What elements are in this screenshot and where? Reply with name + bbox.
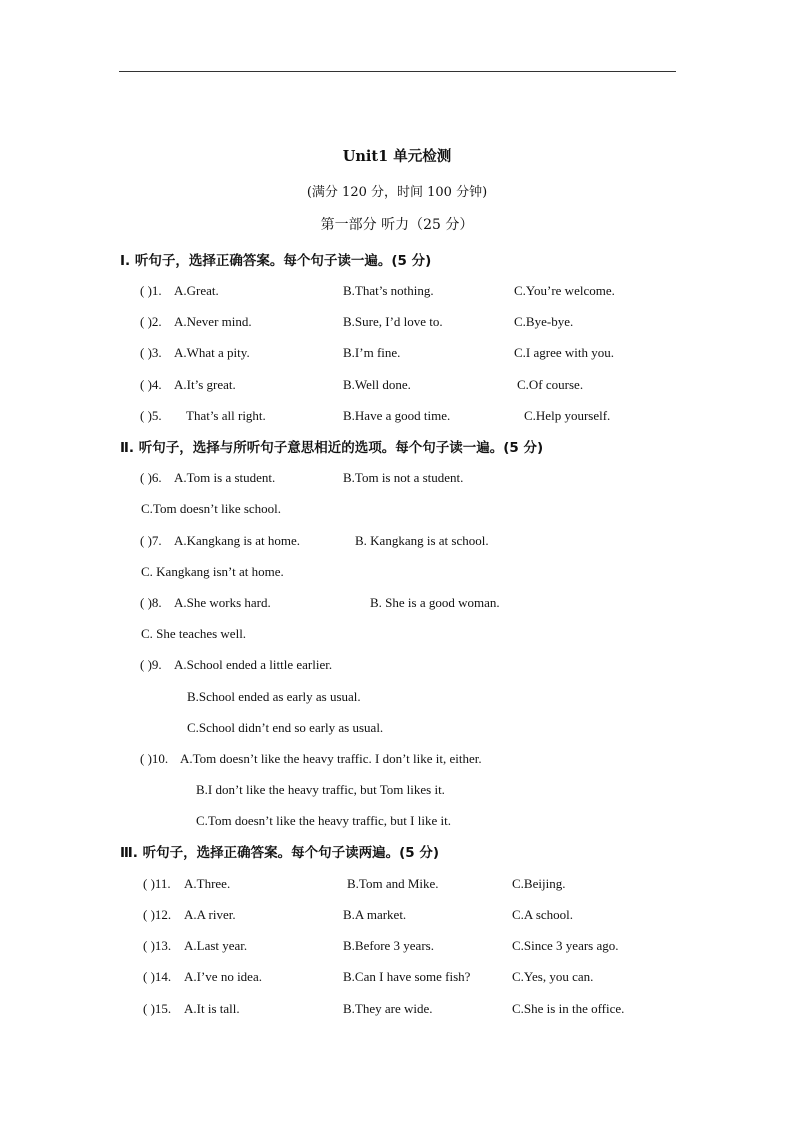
option-a: A.Three. [184,876,231,891]
section-3-title: Ⅲ. 听句子，选择正确答案。每个句子读两遍。(5 分) [120,845,440,861]
question-7-option-c: C. Kangkang isn’t at home. [141,564,284,579]
option-a: A.Last year. [184,938,248,953]
option-b: B.I’m fine. [343,345,401,360]
question-10-option-b: B.I don’t like the heavy traffic, but Tom likes it. [196,782,445,797]
question-8-option-c: C. She teaches well. [141,626,247,641]
option-b: B.That’s nothing. [343,283,434,298]
option-b: B.Can I have some fish? [343,969,471,984]
section-1-title: Ⅰ. 听句子，选择正确答案。每个句子读一遍。(5 分) [120,253,432,269]
question-number: ( )5. [140,408,162,423]
option-c: C.She is in the office. [512,1001,625,1016]
option-a: A.Tom is a student. [174,470,276,485]
option-a: A.What a pity. [174,345,250,360]
question-number: ( )11. [143,876,171,891]
question-number: ( )3. [140,345,162,360]
question-6-option-c: C.Tom doesn’t like school. [141,501,282,516]
question-number: ( )6. [140,470,162,485]
option-b: B. She is a good woman. [370,595,500,610]
page-title: Unit1 单元检测 [342,148,452,165]
option-a: A.Kangkang is at home. [174,533,301,548]
option-a: A.Great. [174,283,219,298]
option-b: B.Tom and Mike. [347,876,439,891]
option-c: C.You’re welcome. [514,283,615,298]
option-c: C.Help yourself. [524,408,611,423]
option-c: C.I agree with you. [514,345,615,360]
option-b: B.Have a good time. [343,408,451,423]
question-number: ( )14. [143,969,172,984]
question-number: ( )9. [140,657,162,672]
section-2-title: Ⅱ. 听句子，选择与所听句子意思相近的选项。每个句子读一遍。(5 分) [120,440,544,456]
option-b: B.A market. [343,907,407,922]
option-a: A.It’s great. [174,377,236,392]
option-c: C.Yes, you can. [512,969,594,984]
option-b: B.Sure, I’d love to. [343,314,443,329]
question-number: ( )7. [140,533,162,548]
question-number: ( )2. [140,314,162,329]
option-a: That’s all right. [186,408,266,423]
question-number: ( )15. [143,1001,172,1016]
question-number: ( )8. [140,595,162,610]
option-a: A.It is tall. [184,1001,240,1016]
option-c: C.Bye-bye. [514,314,574,329]
page-subtitle: (满分 120 分，时间 100 分钟) [306,185,488,200]
option-c: C.Beijing. [512,876,566,891]
option-a: A.She works hard. [174,595,271,610]
question-number: ( )10. [140,751,169,766]
option-b: B.They are wide. [343,1001,433,1016]
question-number: ( )1. [140,283,162,298]
option-a: A.I’ve no idea. [184,969,262,984]
option-c: C.Since 3 years ago. [512,938,619,953]
option-b: B.Tom is not a student. [343,470,464,485]
question-number: ( )13. [143,938,172,953]
option-b: B.Before 3 years. [343,938,434,953]
question-9-option-c: C.School didn’t end so early as usual. [187,720,384,735]
question-number: ( )4. [140,377,162,392]
part-title: 第一部分 听力（25 分） [320,217,474,233]
option-a: A.A river. [184,907,236,922]
option-b: B. Kangkang is at school. [355,533,489,548]
top-rule [119,71,676,72]
question-number: ( )12. [143,907,172,922]
option-c: C.A school. [512,907,574,922]
question-10-option-c: C.Tom doesn’t like the heavy traffic, but I like it. [196,813,451,828]
question-9-option-b: B.School ended as early as usual. [187,689,361,704]
option-c: C.Of course. [517,377,584,392]
option-a: A.Tom doesn’t like the heavy traffic. I don’t like it, either. [180,751,482,766]
option-a: A.School ended a little earlier. [174,657,333,672]
option-a: A.Never mind. [174,314,252,329]
option-b: B.Well done. [343,377,411,392]
